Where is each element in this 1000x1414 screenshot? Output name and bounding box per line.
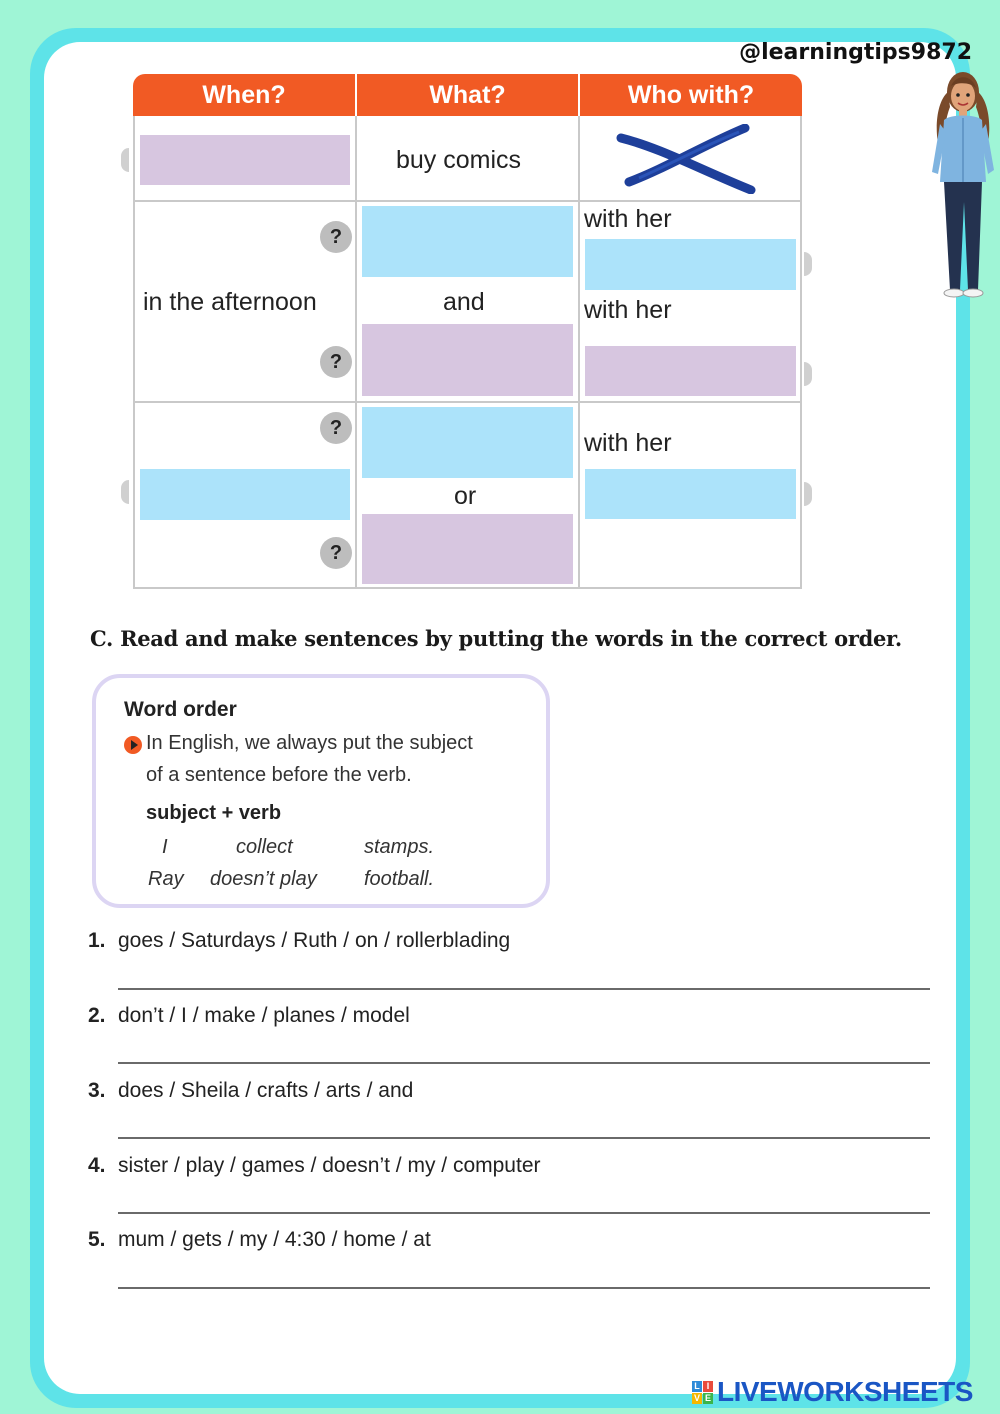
section-c-title: C. Read and make sentences by putting the words in the correct order. (90, 626, 902, 651)
play-bullet-icon (124, 736, 142, 754)
teacher-character-illustration (926, 62, 1000, 302)
answer-box-what-2a[interactable] (362, 206, 573, 277)
exercise-3 (88, 1079, 413, 1103)
exercise-number: 4. (88, 1154, 106, 1177)
table-border-right (800, 116, 802, 589)
table-divider-2 (578, 116, 580, 589)
table-border-left (133, 116, 135, 589)
side-tab (121, 480, 129, 504)
exercise-words: sister / play / games / doesn’t / my / computer (118, 1154, 541, 1177)
answer-box-who-2b[interactable] (585, 346, 796, 396)
logo-letter: V (693, 1393, 700, 1403)
channel-handle: @learningtips9872 (739, 40, 972, 65)
activity-table (133, 74, 802, 589)
cross-out-mark-icon (611, 124, 761, 194)
header-who-with: Who with? (580, 74, 802, 116)
exercise-words: mum / gets / my / 4:30 / home / at (118, 1228, 431, 1251)
logo-text: LIVEWORKSHEETS (717, 1376, 973, 1407)
exercise-5 (88, 1228, 431, 1252)
answer-line-4[interactable] (118, 1212, 930, 1214)
example-2-verb: doesn’t play (210, 868, 317, 890)
header-when: When? (133, 74, 355, 116)
exercise-1 (88, 929, 510, 953)
answer-box-what-2b[interactable] (362, 324, 573, 396)
question-mark-badge: ? (320, 221, 352, 253)
answer-line-5[interactable] (118, 1287, 930, 1289)
example-1-subject: I (162, 836, 168, 858)
cell-with-her: with her (584, 296, 672, 324)
liveworksheets-logo (692, 1376, 973, 1408)
cell-in-the-afternoon: in the afternoon (143, 288, 317, 316)
question-mark-badge: ? (320, 537, 352, 569)
note-title: Word order (124, 698, 237, 721)
answer-box-who-3[interactable] (585, 469, 796, 519)
note-line-1: In English, we always put the subject (146, 732, 473, 754)
row-divider-1 (133, 200, 802, 202)
cell-buy-comics: buy comics (396, 146, 522, 174)
connector-and: and (443, 288, 485, 316)
exercise-4 (88, 1154, 541, 1178)
note-line-2: of a sentence before the verb. (146, 764, 412, 786)
answer-line-2[interactable] (118, 1062, 930, 1064)
exercise-words: don’t / I / make / planes / model (118, 1004, 410, 1027)
cell-with-her: with her (584, 205, 672, 233)
answer-line-3[interactable] (118, 1137, 930, 1139)
connector-or: or (454, 482, 477, 510)
example-1-object: stamps. (364, 836, 435, 858)
table-divider-1 (355, 116, 357, 589)
example-2-object: football. (364, 868, 435, 890)
cell-with-her: with her (584, 429, 672, 457)
row-divider-2 (133, 401, 802, 403)
side-tab (121, 148, 129, 172)
logo-letter: E (704, 1393, 711, 1403)
logo-letter: I (703, 1381, 713, 1392)
liveworksheets-logo-icon (692, 1381, 713, 1404)
exercise-words: goes / Saturdays / Ruth / on / rollerblading (118, 929, 511, 952)
example-2-subject: Ray (148, 868, 184, 890)
exercise-words: does / Sheila / crafts / arts / and (118, 1079, 414, 1102)
example-1-verb: collect (236, 836, 293, 858)
exercise-number: 2. (88, 1004, 106, 1027)
answer-box-what-3a[interactable] (362, 407, 573, 478)
question-mark-badge: ? (320, 412, 352, 444)
answer-box-who-2a[interactable] (585, 239, 796, 290)
subject-verb-formula: subject + verb (146, 802, 282, 824)
word-order-note (92, 674, 550, 908)
answer-box-when-3[interactable] (140, 469, 350, 520)
exercise-number: 3. (88, 1079, 106, 1102)
exercise-number: 5. (88, 1228, 106, 1251)
answer-line-1[interactable] (118, 988, 930, 990)
exercise-number: 1. (88, 929, 106, 952)
exercise-2 (88, 1004, 410, 1028)
question-mark-badge: ? (320, 346, 352, 378)
answer-box-when-1[interactable] (140, 135, 350, 185)
logo-letter: L (692, 1381, 702, 1392)
header-what: What? (357, 74, 578, 116)
answer-box-what-3b[interactable] (362, 514, 573, 584)
table-border-bottom (133, 587, 802, 589)
